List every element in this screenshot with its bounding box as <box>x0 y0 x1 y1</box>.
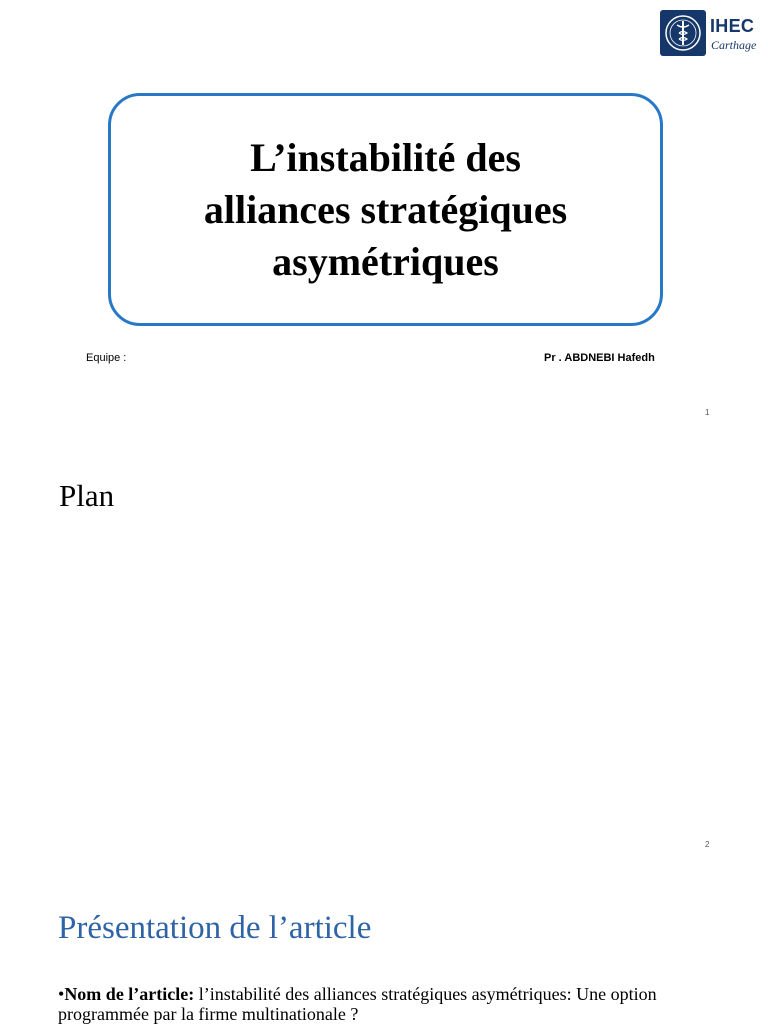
article-presentation-title: Présentation de l’article <box>58 910 372 946</box>
article-name-bullet <box>58 984 718 1024</box>
professor-name: Pr . ABDNEBI Hafedh <box>544 352 655 364</box>
page-number: 1 <box>705 408 710 417</box>
title-line-1: L’instabilité des <box>250 134 521 180</box>
slide-3 <box>0 864 768 1024</box>
slide-2 <box>0 432 768 864</box>
plan-title: Plan <box>59 478 115 513</box>
team-label: Equipe : <box>86 352 127 364</box>
slide-1 <box>0 0 768 432</box>
ihec-seal-icon <box>660 10 706 56</box>
bullet-marker: • <box>58 984 65 1004</box>
logo-city: Carthage <box>711 38 757 52</box>
bullet-text: l’instabilité des alliances stratégiques asymétriques: Une option programmée par la firme multinationale ? <box>58 984 657 1024</box>
presentation-title <box>164 132 607 288</box>
ihec-logo <box>660 10 760 58</box>
page-number: 2 <box>705 840 710 849</box>
logo-name: IHEC <box>710 16 755 36</box>
bullet-label: Nom de l’article: <box>64 984 195 1004</box>
title-line-2: alliances stratégiques <box>203 186 568 232</box>
title-line-3: asymétriques <box>272 238 499 284</box>
title-box <box>108 93 663 326</box>
